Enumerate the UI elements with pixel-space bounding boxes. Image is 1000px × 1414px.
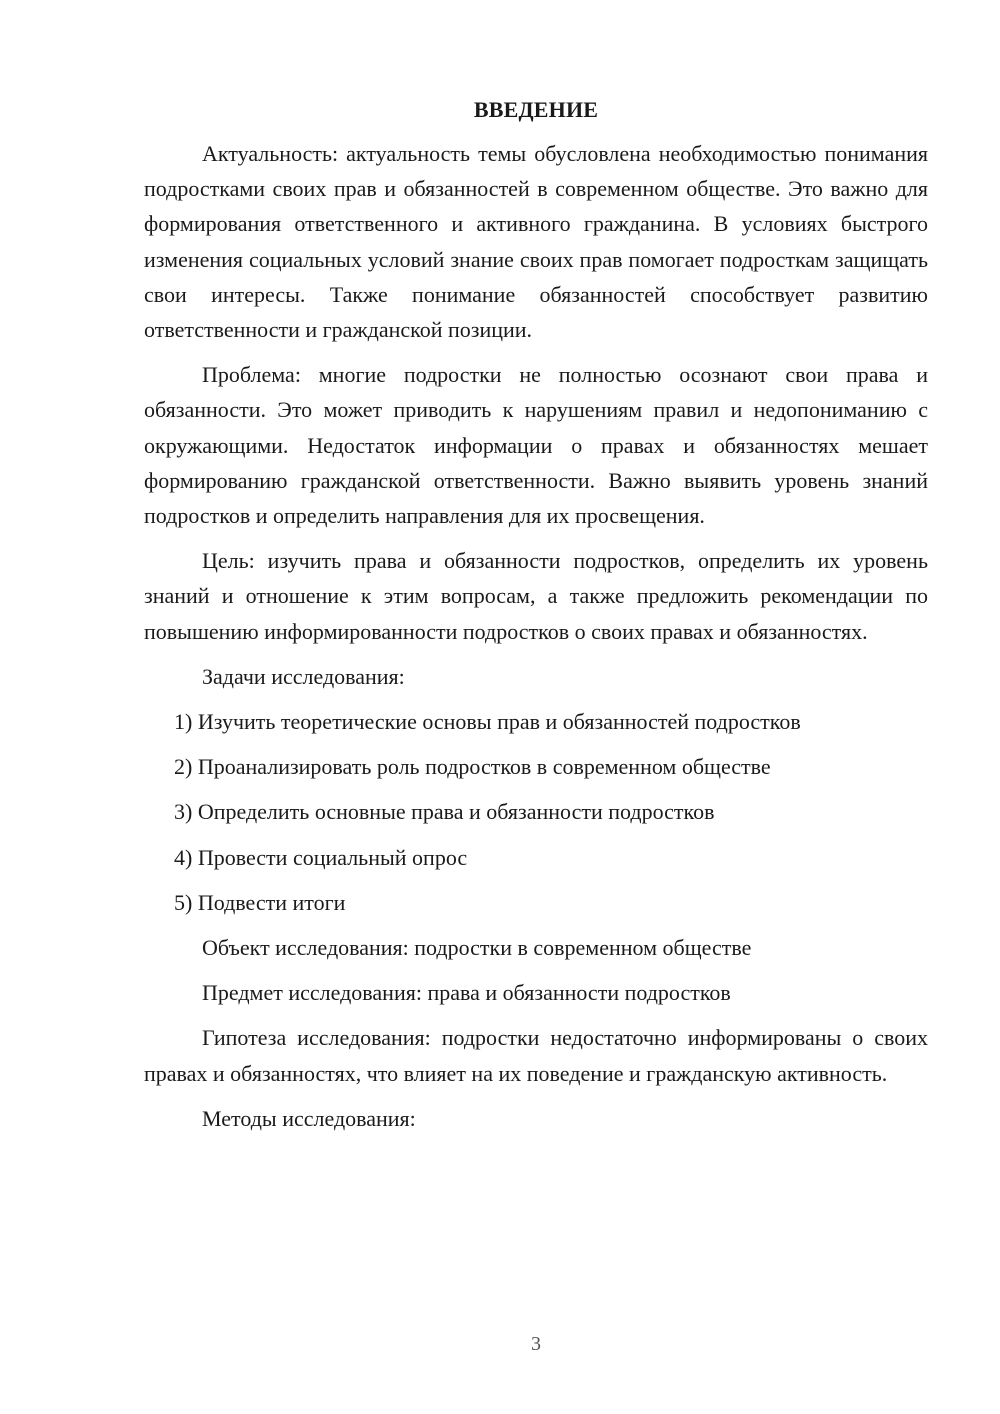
page-title: ВВЕДЕНИЕ bbox=[473, 97, 599, 122]
page-number: 3 bbox=[531, 1333, 541, 1355]
list-item: 1) Изучить теоретические основы прав и обязанностей подростков bbox=[174, 709, 801, 735]
object-line: Объект исследования: подростки в современном обществе bbox=[202, 935, 752, 961]
hypothesis-paragraph: Гипотеза исследования: подростки недостаточно информированы о своих правах и обязанностях, что влияет на их поведение и гражданскую активность. bbox=[144, 1025, 928, 1086]
problem-paragraph: Проблема: многие подростки не полностью осознают свои права и обязанности. Это может приводить к нарушениям правил и недопониманию с окружающими. Недостаток информации о правах и обязанностях мешает формированию гражданской ответственности. Важно выявить уровень знаний подростков и определить направления для их просвещения. bbox=[144, 362, 928, 529]
tasks-list bbox=[144, 704, 928, 920]
methods-title: Методы исследования: bbox=[202, 1105, 416, 1131]
list-item: 5) Подвести итоги bbox=[174, 889, 346, 915]
list-item: 2) Проанализировать роль подростков в современном обществе bbox=[174, 754, 771, 780]
subject-line: Предмет исследования: права и обязанности подростков bbox=[202, 980, 731, 1006]
tasks-title: Задачи исследования: bbox=[202, 663, 405, 689]
list-item: 4) Провести социальный опрос bbox=[174, 844, 468, 870]
page-content bbox=[144, 94, 928, 1136]
relevance-paragraph: Актуальность: актуальность темы обусловлена необходимостью понимания подростками своих прав и обязанностей в современном обществе. Это важно для формирования ответственного и активного гражданина. В условиях быстрого изменения социальных условий знание своих прав помогает подросткам защищать свои интересы. Также понимание обязанностей способствует развитию ответственности и гражданской позиции. bbox=[144, 141, 928, 343]
goal-paragraph: Цель: изучить права и обязанности подростков, определить их уровень знаний и отношение к этим вопросам, а также предложить рекомендации по повышению информированности подростков о своих правах и обязанностях. bbox=[144, 548, 928, 644]
list-item: 3) Определить основные права и обязанности подростков bbox=[174, 799, 715, 825]
